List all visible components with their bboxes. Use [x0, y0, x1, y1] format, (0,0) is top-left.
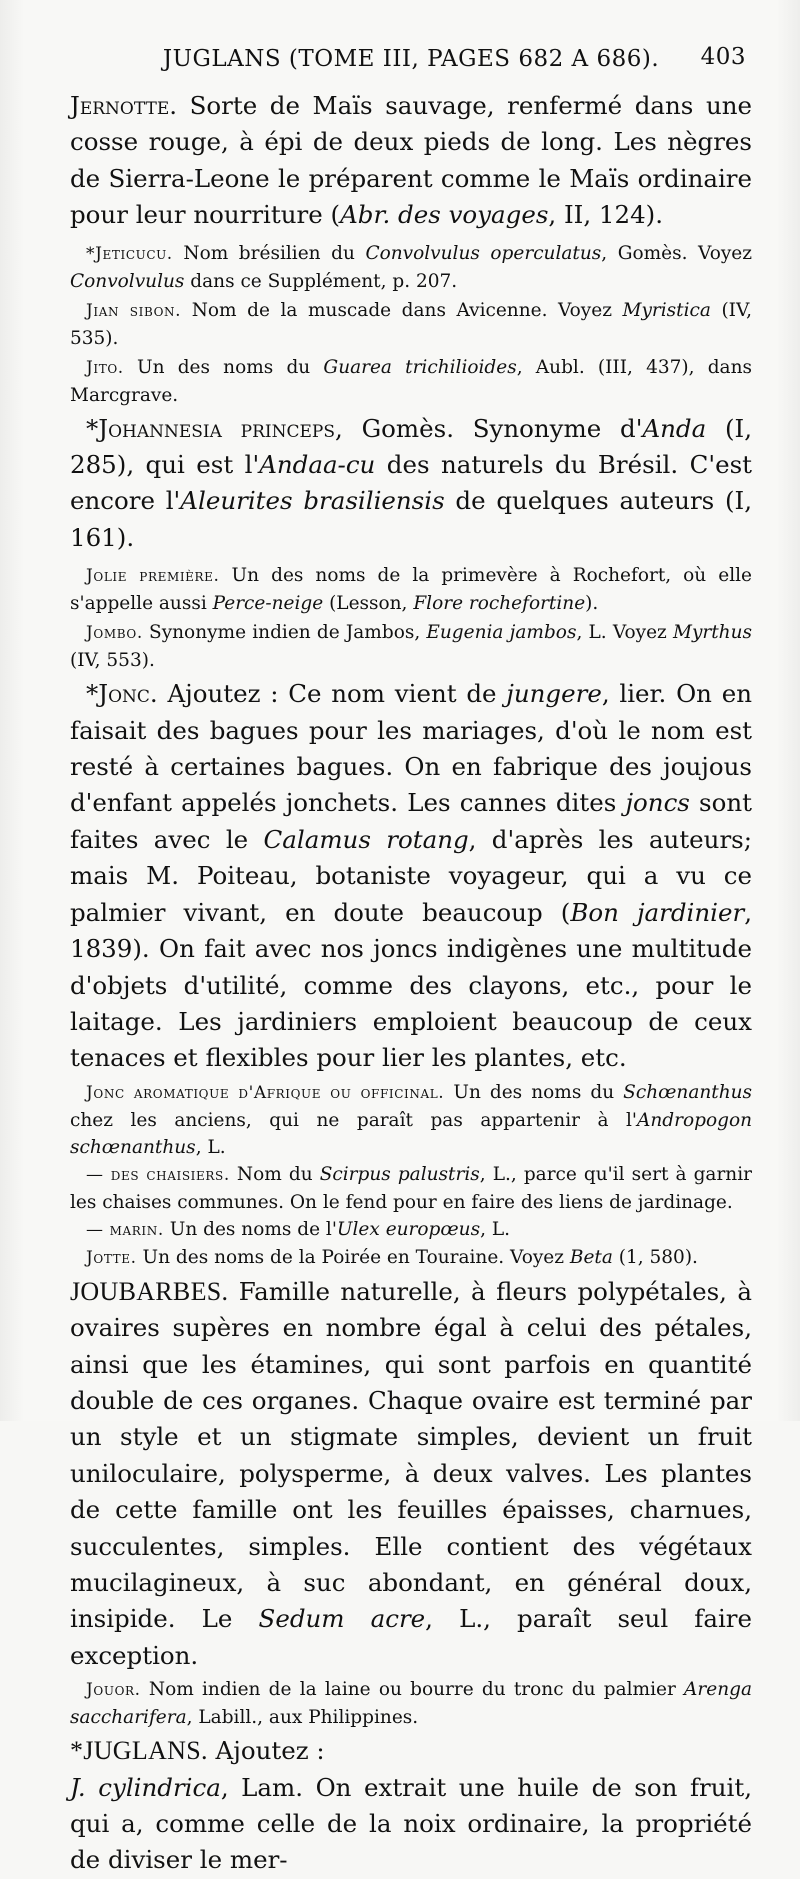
entry-text: , Labill., aux Philippines.	[186, 1707, 419, 1729]
entry-text: Nom du	[229, 1163, 320, 1185]
running-header	[70, 32, 752, 88]
entry-text: Un des noms du	[444, 1081, 624, 1103]
entry-text: Gomès. Synonyme d'	[342, 413, 643, 443]
entry-jonc-marin	[70, 1216, 752, 1244]
entry-text: , 1839). On fait avec nos joncs indigènes une multitude d'objets d'utilité, comme des clayons, etc., pour le laitage. Les jardiniers emploient beaucoup de ceux tenaces et flexibles pour lier les plantes, etc.	[70, 897, 752, 1073]
entry-text: , Gomès. Voyez	[601, 242, 753, 264]
entry-headword: *Johannesia princeps,	[86, 413, 343, 443]
entry-text: , L.	[480, 1218, 511, 1240]
page-number: 403	[700, 44, 746, 70]
entry-jombo	[70, 619, 752, 674]
entry-text: Sorte de Maïs sauvage, renfermé dans une cosse rouge, à épi de deux pieds de long. Les nègres de Sierra-Leone le préparent comme le Maïs ordinaire pour leur nourriture (	[70, 91, 752, 230]
entry-text: , lier. On en faisait des bagues pour les mariages, d'où le nom est resté à certaines bagues. On en fabrique des joujous d'enfant appelés jonchets. Les cannes dites	[70, 679, 752, 818]
entry-jonc-aromatique	[70, 1079, 752, 1161]
entry-jouor	[70, 1676, 752, 1731]
entry-headword: Jito.	[86, 357, 124, 378]
running-title: JUGLANS (TOME III, PAGES 682 A 686).	[162, 46, 660, 72]
entry-headword: Jernotte.	[70, 91, 178, 120]
entry-jotte	[70, 1244, 752, 1272]
entry-text: , L., parce qu'il sert à garnir les chaises communes. On le fend pour en faire des liens de jardinage.	[70, 1163, 752, 1213]
entry-jernotte	[70, 88, 752, 234]
entry-johannesia	[70, 411, 752, 557]
entry-text: de quelques auteurs (I, 161).	[70, 486, 753, 552]
entry-headword: — des chaisiers.	[86, 1164, 230, 1185]
entry-text: Un des noms de l'	[163, 1218, 337, 1240]
entry-text: Nom brésilien du	[172, 242, 366, 264]
entry-italic: Bon jardinier	[570, 897, 745, 927]
entry-headword: Jolie première.	[86, 566, 220, 587]
entry-text: Un des noms de la Poirée en Touraine. Voyez	[136, 1246, 570, 1268]
entry-text: , Aubl. (III, 437), dans Marcgrave.	[70, 356, 752, 406]
entry-juglans	[70, 1733, 752, 1769]
entry-jolie-premiere	[70, 562, 752, 617]
entry-headword: JOUBARBES.	[70, 1276, 229, 1306]
entry-joubarbes	[70, 1274, 752, 1674]
entry-italic: Convolvulus operculatus	[365, 242, 602, 264]
entry-italic: Anda	[642, 413, 707, 443]
entry-jian-sibon	[70, 297, 752, 352]
entry-italic: joncs	[625, 788, 690, 818]
entry-text: Ajoutez :	[207, 1736, 325, 1766]
entry-text: (I, 285), qui est l'	[70, 413, 752, 480]
entry-italic: Myrthus	[673, 622, 752, 644]
entry-italic: Myristica	[622, 299, 711, 321]
entry-italic: Convolvulus	[70, 270, 185, 292]
entry-text: , Lam. On extrait une huile de son fruit, qui a, comme celle de la noix ordinaire, la propriété de diviser le mer-	[70, 1772, 752, 1875]
entry-text: , L. Voyez	[576, 622, 673, 644]
entry-text: dans ce Supplément, p. 207.	[184, 270, 458, 292]
entry-headword: — marin.	[86, 1219, 164, 1240]
entry-text: , d'après les auteurs; mais M. Poiteau, botaniste voyageur, qui a vu ce palmier vivant, en doute beaucoup (	[70, 824, 752, 927]
entry-text: Un des noms du	[123, 356, 324, 378]
entry-italic: Arenga saccharifera	[70, 1679, 752, 1729]
entry-italic: Ulex europœus	[336, 1218, 481, 1240]
entry-text: (IV, 553).	[70, 650, 155, 672]
entry-text: Nom indien de la laine ou bourre du tronc du palmier	[140, 1679, 685, 1701]
entry-text: (Lesson,	[323, 593, 414, 615]
entry-headword: *JUGLANS.	[70, 1736, 208, 1766]
entry-italic: Guarea trichilioides	[323, 356, 517, 378]
entry-text: chez les anciens, qui ne paraît pas appartenir à l'	[70, 1109, 638, 1131]
entry-headword: Jombo.	[86, 623, 143, 644]
entry-text: Un des noms de la primevère à Rochefort, où elle s'appelle aussi	[70, 565, 752, 615]
entry-jonc-chaisiers	[70, 1161, 752, 1216]
entry-headword: Jotte.	[86, 1247, 137, 1268]
entry-italic: Andaa-cu	[259, 450, 376, 480]
entry-italic: Calamus rotang	[263, 824, 469, 854]
entry-headword: *Jonc.	[86, 679, 158, 709]
entry-text: des naturels du Brésil. C'est encore l'	[70, 450, 752, 516]
entry-headword: *Jeticucu.	[86, 243, 173, 264]
entry-italic: Abr. des voyages	[340, 200, 549, 230]
entry-text: ).	[585, 593, 599, 615]
entry-jeticucu	[70, 240, 752, 295]
entry-text: sont faites avec le	[70, 788, 752, 854]
entry-italic: Sedum acre	[258, 1604, 426, 1634]
entry-text: Ajoutez : Ce nom vient de	[157, 679, 507, 709]
entry-jito	[70, 354, 752, 409]
entry-italic: Eugenia jambos	[426, 622, 577, 644]
entry-italic: Aleurites brasiliensis	[180, 486, 445, 516]
entry-text: Synonyme indien de Jambos,	[142, 622, 427, 644]
entry-italic: Andropogon schœnanthus	[70, 1109, 752, 1158]
entry-italic: Beta	[569, 1246, 613, 1268]
entry-text: Nom de la muscade dans Avicenne. Voyez	[181, 299, 623, 321]
entry-italic: Flore rochefortine	[413, 593, 586, 615]
entry-text: (1, 580).	[612, 1246, 698, 1268]
entry-headword: Jouor.	[86, 1680, 141, 1701]
entry-jonc	[70, 676, 752, 1076]
entry-text: (IV, 535).	[70, 299, 752, 349]
entry-headword: Jian sibon.	[86, 300, 182, 321]
entry-text: , II, 124).	[548, 200, 664, 230]
entry-italic: Perce-neige	[212, 593, 324, 615]
entry-text: , L.	[195, 1136, 226, 1158]
entry-italic: Scirpus palustris	[319, 1163, 480, 1185]
entry-italic: Schœnanthus	[623, 1081, 753, 1103]
entry-italic: J. cylindrica	[70, 1772, 221, 1802]
entry-italic: jungere	[506, 679, 602, 709]
entry-headword: Jonc aromatique d'Afrique ou officinal.	[86, 1082, 445, 1103]
entry-text: , L., paraît seul faire exception.	[70, 1604, 752, 1670]
entry-text: Famille naturelle, à fleurs polypétales, à ovaires supères en nombre égal à celui des pétales, ainsi que les étamines, qui sont parfois en quantité double de ces organes. Chaque ovaire est terminé par un style et un stigmate simples, devient un fruit uniloculaire, polysperme, à deux valves. Les plantes de cette famille ont les feuilles épaisses, charnues, succulentes, simples. Elle contient des végétaux mucilagineux, à suc abondant, en général doux, insipide. Le	[70, 1276, 752, 1634]
entry-j-cylindrica	[70, 1770, 752, 1879]
